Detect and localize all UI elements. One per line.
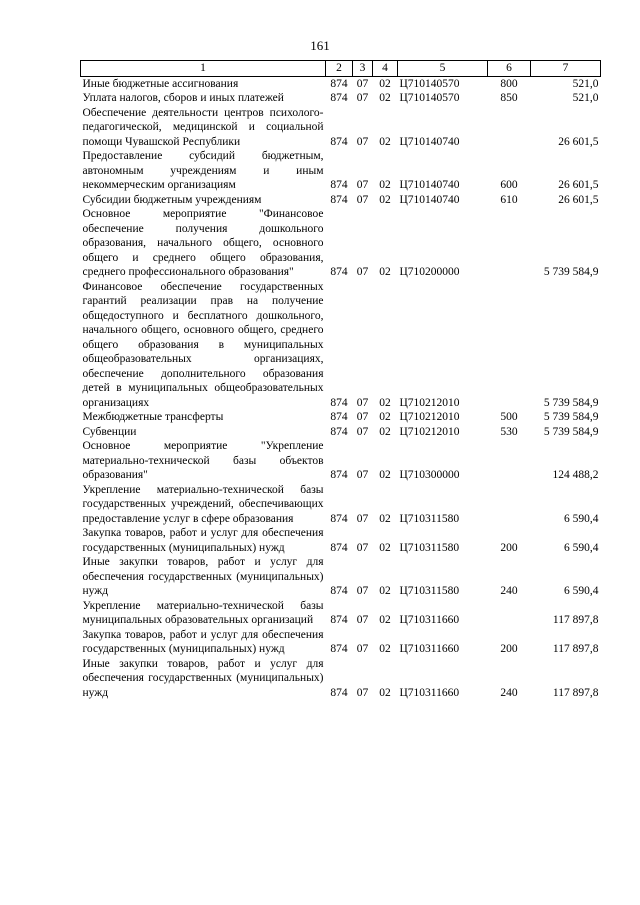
row-pr-cell: 02 [379,396,391,409]
row-sum-cell: 5 739 584,9 [543,425,599,438]
budget-table [80,60,601,700]
table-row [81,425,601,440]
row-rz-cell: 07 [356,179,369,191]
row-sum-cell: 6 590,4 [564,541,599,554]
row-rz-cell: 07 [356,686,369,699]
row-pr-cell: 02 [379,643,391,655]
row-pr-cell: 02 [379,411,391,423]
row-csr-cell: Ц710311660 [399,614,460,626]
row-csr-cell: Ц710311580 [399,512,460,525]
row-csr-cell: Ц710140570 [399,92,460,104]
row-sum-cell: 26 601,5 [558,193,599,206]
row-sum-cell: 117 897,8 [552,686,599,699]
row-name-cell: Уплата налогов, сборов и иных платежей [82,92,284,104]
row-gr-cell: 874 [330,266,348,278]
row-pr-cell: 02 [379,135,391,148]
row-pr-cell: 02 [379,686,391,699]
table-row [81,149,601,193]
row-pr-cell: 02 [379,179,391,191]
table-header-row [81,61,601,77]
row-sum-cell: 124 488,2 [552,469,599,481]
row-gr-cell: 874 [330,193,348,206]
table-row [81,483,601,527]
table-row [81,439,601,483]
table-row [81,410,601,425]
row-gr-cell: 874 [330,614,348,626]
row-pr-cell: 02 [379,266,391,278]
row-vr-cell: 200 [500,541,518,554]
table-row [81,526,601,555]
row-gr-cell: 874 [330,512,348,525]
table-row [81,599,601,628]
row-pr-cell: 02 [379,541,391,554]
row-csr-cell: Ц710140570 [399,77,460,90]
row-rz-cell: 07 [356,396,369,409]
row-gr-cell: 874 [330,643,348,655]
row-vr-cell: 240 [500,585,518,597]
row-pr-cell: 02 [379,77,391,90]
row-csr-cell: Ц710311580 [399,541,460,554]
row-rz-cell: 07 [356,469,369,481]
row-name-cell: Иные закупки товаров, работ и услуг для обеспечения государственных (муниципальных) нужд [82,657,324,699]
row-csr-cell: Ц710200000 [399,266,460,278]
row-vr-cell: 600 [500,179,518,191]
column-header: 6 [488,61,531,77]
row-vr-cell: 500 [500,411,518,423]
row-sum-cell: 521,0 [572,77,599,90]
row-gr-cell: 874 [330,77,348,90]
row-name-cell: Финансовое обеспечение государственных гарантий реализации прав на получение общедоступного и бесплатного дошкольного, начального общего, основного общего, среднего общего образования в муниципальных общеобразовательных организациях, обеспечение дополнительного образования детей в муниципальных общеобразовательных организациях [82,280,324,409]
table-row [81,76,601,91]
row-csr-cell: Ц710140740 [399,179,460,191]
table-row [81,657,601,701]
row-vr-cell: 800 [500,77,518,90]
row-rz-cell: 07 [356,541,369,554]
row-vr-cell: 850 [500,92,518,104]
row-gr-cell: 874 [330,541,348,554]
row-gr-cell: 874 [330,135,348,148]
row-rz-cell: 07 [356,585,369,597]
row-csr-cell: Ц710311580 [399,585,460,597]
row-rz-cell: 07 [356,643,369,655]
table-row [81,555,601,599]
row-rz-cell: 07 [356,411,369,423]
row-name-cell: Основное мероприятие "Укрепление материально-технической базы объектов образования" [82,440,324,481]
row-vr-cell: 530 [500,425,518,438]
column-header: 2 [326,61,353,77]
row-name-cell: Закупка товаров, работ и услуг для обеспечения государственных (муниципальных) нужд [82,527,324,554]
row-gr-cell: 874 [330,585,348,597]
row-pr-cell: 02 [379,92,391,104]
row-rz-cell: 07 [356,266,369,278]
row-name-cell: Субсидии бюджетным учреждениям [82,193,262,206]
row-vr-cell [488,483,531,527]
row-name-cell: Межбюджетные трансферты [82,411,224,423]
row-rz-cell: 07 [356,614,369,626]
row-vr-cell: 200 [500,643,518,655]
row-csr-cell: Ц710311660 [399,643,460,655]
table-row [81,628,601,657]
column-header: 5 [398,61,488,77]
row-gr-cell: 874 [330,396,348,409]
row-vr-cell: 610 [500,193,518,206]
row-vr-cell [488,280,531,411]
row-rz-cell: 07 [356,92,369,104]
row-gr-cell: 874 [330,411,348,423]
row-csr-cell: Ц710140740 [399,193,460,206]
row-sum-cell: 5 739 584,9 [543,396,599,409]
row-gr-cell: 874 [330,469,348,481]
table-row [81,207,601,280]
row-sum-cell: 6 590,4 [564,585,599,597]
table-row [81,91,601,106]
row-sum-cell: 5 739 584,9 [543,411,599,423]
row-csr-cell: Ц710212010 [399,411,460,423]
row-pr-cell: 02 [379,193,391,206]
row-sum-cell: 521,0 [572,92,599,104]
row-name-cell: Предоставление субсидий бюджетным, автономным учреждениям и иным некоммерческим организациям [82,150,324,191]
table-row [81,193,601,208]
row-sum-cell: 6 590,4 [564,512,599,525]
row-csr-cell: Ц710212010 [399,425,460,438]
row-vr-cell: 240 [500,686,518,699]
row-name-cell: Закупка товаров, работ и услуг для обеспечения государственных (муниципальных) нужд [82,628,324,655]
row-sum-cell: 117 897,8 [552,614,599,626]
row-gr-cell: 874 [330,179,348,191]
row-pr-cell: 02 [379,614,391,626]
row-sum-cell: 26 601,5 [558,135,599,148]
row-csr-cell: Ц710300000 [399,469,460,481]
row-pr-cell: 02 [379,585,391,597]
row-vr-cell [488,207,531,280]
row-name-cell: Основное мероприятие "Финансовое обеспечение получения дошкольного образования, начального общего, основного общего и среднего общего образования, среднего профессионального образования" [82,208,324,278]
row-sum-cell: 26 601,5 [558,179,599,191]
row-name-cell: Укрепление материально-технической базы муниципальных образовательных организаций [82,599,324,626]
row-csr-cell: Ц710140740 [399,135,460,148]
row-sum-cell: 5 739 584,9 [543,266,599,278]
row-vr-cell [488,439,531,483]
row-name-cell: Иные закупки товаров, работ и услуг для обеспечения государственных (муниципальных) нужд [82,556,324,597]
row-name-cell: Обеспечение деятельности центров психолого-педагогической, медицинской и социальной помощи Чувашской Республики [82,106,324,148]
row-vr-cell [488,106,531,150]
row-name-cell: Иные бюджетные ассигнования [82,77,239,90]
row-pr-cell: 02 [379,425,391,438]
row-name-cell: Укрепление материально-технической базы государственных учреждений, обеспечивающих предоставление услуг в сфере образования [82,483,324,525]
table-row [81,106,601,150]
column-header: 3 [353,61,373,77]
row-vr-cell [488,599,531,628]
column-header: 4 [373,61,398,77]
row-gr-cell: 874 [330,425,348,438]
row-rz-cell: 07 [356,425,369,438]
row-csr-cell: Ц710212010 [399,396,460,409]
row-name-cell: Субвенции [82,425,137,438]
page-number: 161 [310,38,330,53]
column-header: 1 [81,61,326,77]
column-header: 7 [531,61,601,77]
row-rz-cell: 07 [356,193,369,206]
row-pr-cell: 02 [379,469,391,481]
row-csr-cell: Ц710311660 [399,686,460,699]
row-sum-cell: 117 897,8 [552,643,599,655]
row-gr-cell: 874 [330,92,348,104]
row-pr-cell: 02 [379,512,391,525]
table-row [81,280,601,411]
row-rz-cell: 07 [356,135,369,148]
row-rz-cell: 07 [356,77,369,90]
row-rz-cell: 07 [356,512,369,525]
row-gr-cell: 874 [330,686,348,699]
